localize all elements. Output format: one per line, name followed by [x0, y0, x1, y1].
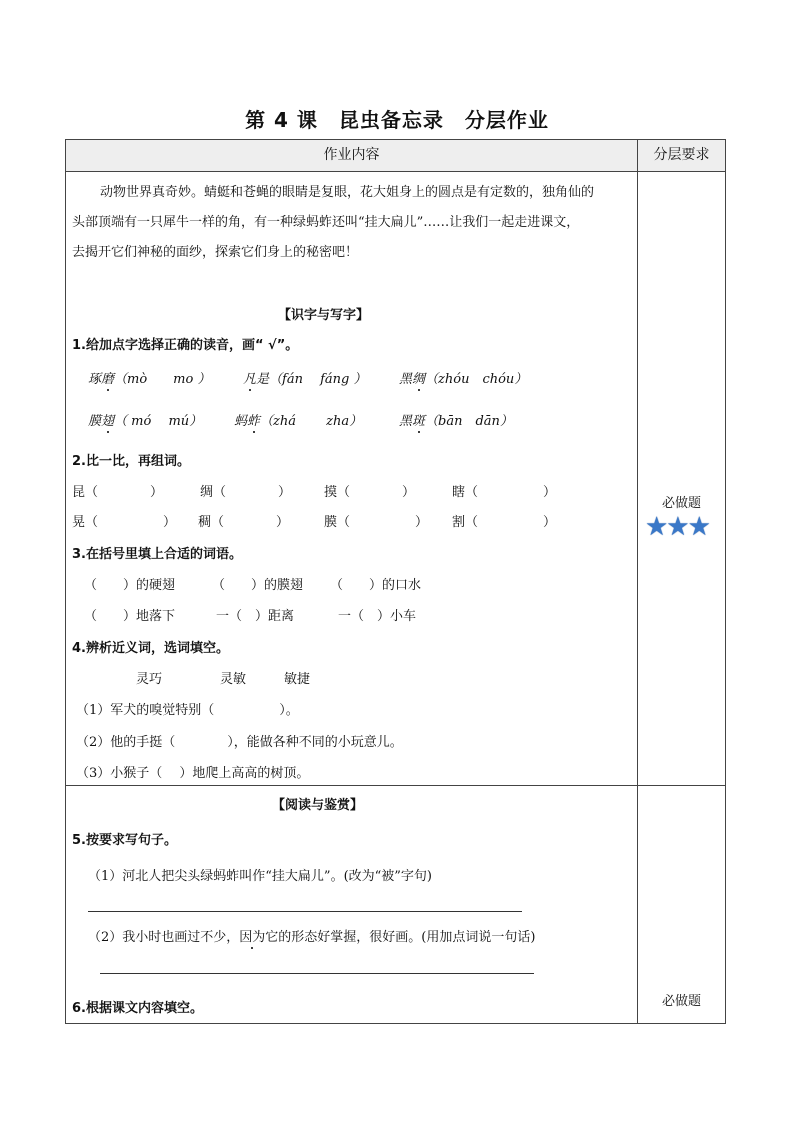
q1-item: 黑绸（zhóu chóu）: [399, 372, 528, 387]
level-required-2: 必做题: [662, 994, 702, 1009]
section-heading-reading: 【阅读与鉴赏】: [272, 798, 364, 813]
q1-title: 1.给加点字选择正确的读音，画“ √”。: [72, 338, 299, 353]
intro-line-3: 去揭开它们神秘的面纱，探索它们身上的秘密吧！: [72, 245, 359, 260]
q3-item: 一（ ）小车: [338, 609, 417, 624]
section-divider: [66, 785, 725, 786]
page-title: 第 4 课 昆虫备忘录 分层作业: [245, 108, 549, 132]
q3-item: （ ）的硬翅: [84, 578, 176, 593]
difficulty-stars: ★★★: [645, 512, 709, 542]
intro-line-2: 头部顶端有一只犀牛一样的角，有一种绿蚂蚱还叫“挂大扁儿”……让我们一起走进课文，: [72, 215, 580, 230]
q3-title: 3.在括号里填上合适的词语。: [72, 547, 242, 562]
q4-word: 灵敏: [220, 672, 247, 687]
q4-word: 灵巧: [136, 672, 163, 687]
q4-item: （3）小猴子（ ）地爬上高高的树顶。: [76, 766, 310, 781]
q5-item-2: （2）我小时也画过不少，因为它的形态好掌握，很好画。(用加点词说一句话): [88, 930, 536, 945]
q3-item: （ ）地落下: [84, 609, 176, 624]
q5-item-1: （1）河北人把尖头绿蚂蚱叫作“挂大扁儿”。(改为“被”字句): [88, 869, 432, 884]
q4-title: 4.辨析近义词，选词填空。: [72, 641, 229, 656]
q1-item: 琢磨（mò mo ）: [88, 372, 211, 387]
homework-table: [65, 139, 726, 1024]
section-heading-writing: 【识字与写字】: [278, 308, 370, 323]
q6-title: 6.根据课文内容填空。: [72, 1001, 203, 1016]
q2-item: 摸（ ）: [324, 485, 416, 500]
column-divider: [637, 140, 638, 1023]
q1-item: 黑斑（bān dān）: [399, 414, 513, 429]
q2-item: 晃（ ）: [72, 515, 177, 530]
header-divider: [66, 171, 725, 172]
q2-item: 瞎（ ）: [452, 485, 557, 500]
q2-item: 膜（ ）: [324, 515, 429, 530]
q2-item: 稠（ ）: [198, 515, 290, 530]
q5-title: 5.按要求写句子。: [72, 833, 177, 848]
header-content: 作业内容: [323, 147, 380, 163]
q4-item: （2）他的手挺（ ），能做各种不同的小玩意儿。: [76, 735, 403, 750]
level-required-1: 必做题: [662, 496, 702, 511]
intro-line-1: 动物世界真奇妙。蜻蜓和苍蝇的眼睛是复眼，花大姐身上的圆点是有定数的，独角仙的: [100, 185, 595, 200]
q2-item: 割（ ）: [452, 515, 557, 530]
q2-item: 绸（ ）: [200, 485, 292, 500]
q1-item: 凡是（fán fáng ）: [243, 372, 367, 387]
header-level: 分层要求: [653, 147, 710, 163]
q3-item: （ ）的口水: [330, 578, 422, 593]
q1-item: 膜翅（ mó mú）: [88, 414, 203, 429]
q3-item: （ ）的膜翅: [212, 578, 304, 593]
q1-item: 蚂蚱（zhá zha）: [234, 414, 363, 429]
q3-item: 一（ ）距离: [216, 609, 295, 624]
q2-item: 昆（ ）: [72, 485, 164, 500]
answer-line-2[interactable]: [100, 973, 534, 974]
q2-title: 2.比一比，再组词。: [72, 454, 190, 469]
answer-line-1[interactable]: [88, 911, 522, 912]
q4-word: 敏捷: [284, 672, 311, 687]
q4-item: （1）军犬的嗅觉特别（ ）。: [76, 703, 299, 718]
